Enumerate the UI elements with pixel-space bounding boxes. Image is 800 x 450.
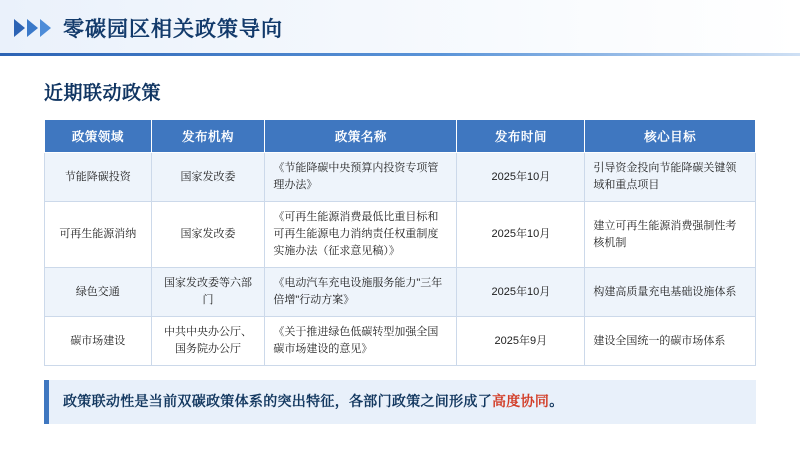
cell-goal: 引导资金投向节能降碳关键领域和重点项目 (585, 153, 756, 202)
column-header-field: 政策领域 (45, 120, 152, 153)
column-header-policy: 政策名称 (265, 120, 457, 153)
column-header-agency: 发布机构 (151, 120, 265, 153)
cell-goal: 建设全国统一的碳市场体系 (585, 317, 756, 366)
cell-agency: 国家发改委 (151, 202, 265, 268)
callout-text-after: 。 (549, 393, 564, 410)
cell-field: 绿色交通 (45, 268, 152, 317)
section-title: 近期联动政策 (44, 83, 162, 104)
cell-policy: 《电动汽车充电设施服务能力"三年倍增"行动方案》 (265, 268, 457, 317)
cell-agency: 国家发改委等六部门 (151, 268, 265, 317)
cell-field: 碳市场建设 (45, 317, 152, 366)
summary-callout (44, 380, 756, 424)
column-header-date: 发布时间 (457, 120, 585, 153)
callout-highlight: 高度协同 (492, 393, 550, 410)
policy-table (44, 119, 756, 366)
table-row (45, 268, 756, 317)
column-header-goal: 核心目标 (585, 120, 756, 153)
cell-policy: 《节能降碳中央预算内投资专项管理办法》 (265, 153, 457, 202)
header-chevrons-icon (14, 19, 51, 37)
page-title: 零碳园区相关政策导向 (63, 18, 283, 41)
cell-date: 2025年10月 (457, 153, 585, 202)
table-row (45, 317, 756, 366)
table-row (45, 202, 756, 268)
slide-content (0, 56, 800, 424)
cell-date: 2025年9月 (457, 317, 585, 366)
table-row (45, 153, 756, 202)
cell-agency: 中共中央办公厅、国务院办公厅 (151, 317, 265, 366)
cell-date: 2025年10月 (457, 268, 585, 317)
slide-header (0, 0, 800, 56)
callout-text-before: 政策联动性是当前双碳政策体系的突出特征，各部门政策之间形成了 (63, 393, 492, 410)
cell-goal: 构建高质量充电基础设施体系 (585, 268, 756, 317)
cell-policy: 《关于推进绿色低碳转型加强全国碳市场建设的意见》 (265, 317, 457, 366)
cell-field: 节能降碳投资 (45, 153, 152, 202)
cell-agency: 国家发改委 (151, 153, 265, 202)
cell-date: 2025年10月 (457, 202, 585, 268)
cell-field: 可再生能源消纳 (45, 202, 152, 268)
cell-goal: 建立可再生能源消费强制性考核机制 (585, 202, 756, 268)
table-header-row (45, 120, 756, 153)
header-divider (0, 53, 800, 56)
cell-policy: 《可再生能源消费最低比重目标和可再生能源电力消纳责任权重制度实施办法（征求意见稿）》 (265, 202, 457, 268)
